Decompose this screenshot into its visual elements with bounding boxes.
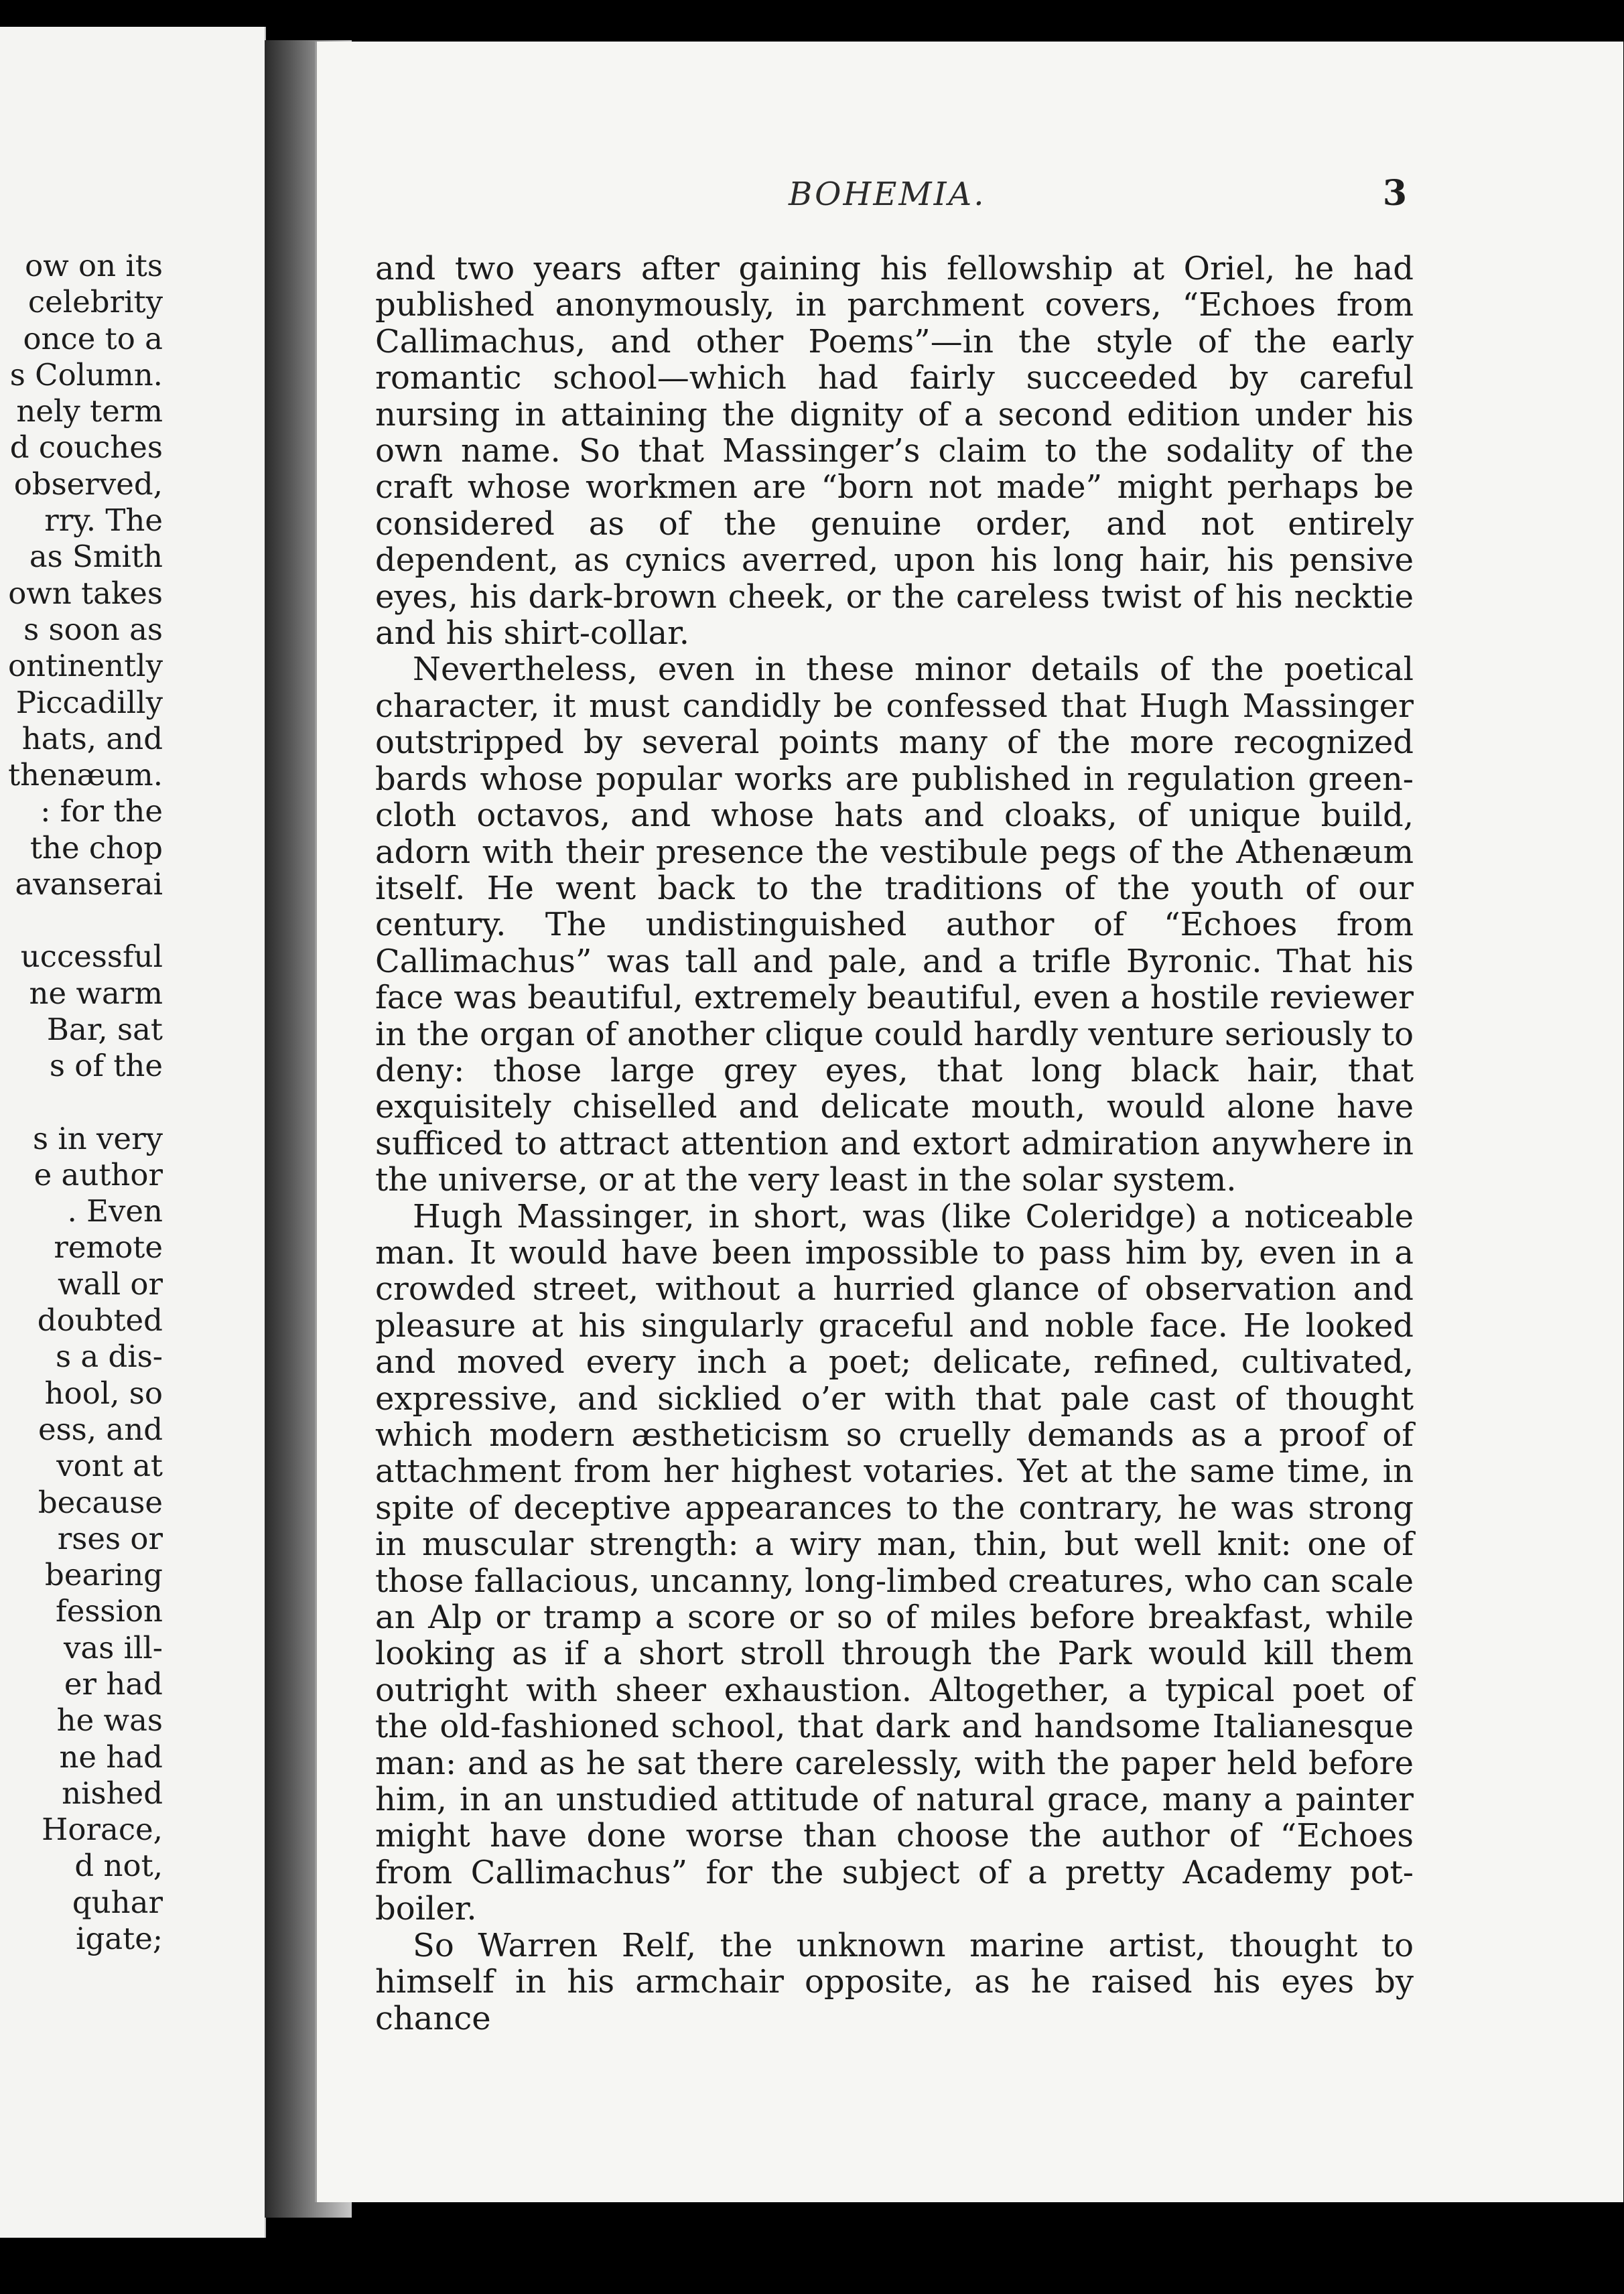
left-page-text	[0, 248, 163, 1957]
left-page-line: rry. The	[44, 502, 163, 539]
left-page-line: vont at	[56, 1448, 163, 1484]
left-page-line: . Even	[67, 1193, 163, 1229]
left-page-line: quhar	[72, 1884, 163, 1920]
left-page-line: remote	[54, 1229, 163, 1266]
left-page-line: he was	[56, 1702, 163, 1739]
left-page-line: Bar, sat	[46, 1011, 163, 1047]
page-header	[348, 173, 1407, 222]
left-page-line: d not,	[74, 1848, 163, 1884]
left-page-line: vas ill-	[63, 1629, 163, 1666]
left-page-line: as Smith	[29, 539, 163, 575]
left-page-line: ess, and	[38, 1411, 163, 1447]
left-page-line: Piccadilly	[15, 684, 163, 720]
left-page-line: the chop	[29, 829, 163, 866]
left-page-line: uccessful	[20, 939, 163, 975]
left-page-line: thenæum.	[8, 757, 163, 793]
paragraph-1: and two years after gaining his fellowship at Oriel, he had published anonymously, in parchment covers, “Echoes from Callimachus, and other Poems”—in the style of the early romantic school—which had fairly succeeded by careful nursing in attaining the dignity of a second edition under his own name. So that Massinger’s claim to the sodality of the craft whose workmen are “born not made” might perhaps be considered as of the genuine order, and not entirely dependent, as cynics averred, upon his long hair, his pensive eyes, his dark-brown cheek, or the careless twist of his necktie and his shirt-collar.	[375, 250, 1414, 653]
running-title: BOHEMIA.	[789, 176, 986, 213]
left-page-line	[0, 902, 163, 939]
left-page-line: ne warm	[29, 975, 163, 1011]
left-page-line: own takes	[8, 575, 163, 611]
left-page-line: once to a	[23, 320, 163, 356]
left-page-line: s soon as	[23, 611, 163, 647]
left-page-line: s in very	[32, 1120, 163, 1156]
paragraph-4: So Warren Relf, the unknown marine artist, thought to himself in his armchair opposite, as he raised his eyes by chance	[375, 1926, 1414, 2037]
left-page-line: s a dis-	[55, 1339, 163, 1375]
left-page-line: ow on its	[25, 248, 163, 283]
left-page-line: ontinently	[7, 648, 163, 684]
left-page-line: observed,	[13, 466, 163, 502]
left-page-line: s of the	[49, 1048, 163, 1084]
left-page-line: nely term	[16, 393, 163, 429]
left-page-line: doubted	[37, 1302, 163, 1339]
left-page-line: nished	[62, 1775, 163, 1811]
left-page-line: wall or	[57, 1266, 163, 1302]
left-facing-page	[0, 27, 266, 2238]
left-page-line: hats, and	[21, 720, 163, 756]
left-page-line: rses or	[57, 1520, 163, 1556]
left-page-line: bearing	[45, 1557, 163, 1593]
paragraph-3: Hugh Massinger, in short, was (like Coleridge) a noticeable man. It would have been impossible to pass him by, even in a crowded street, without a hurried glance of observation and pleasure at his singularly graceful and noble face. He looked and moved every inch a poet; delicate, refined, cultivated, expressive, and sicklied o’er with that pale cast of thought which modern æstheticism so cruelly demands as a proof of attachment from her highest votaries. Yet at the same time, in spite of deceptive appearances to the contrary, he was strong in muscular strength: a wiry man, thin, but well knit: one of those fallacious, uncanny, long-limbed creatures, who can scale an Alp or tramp a score or so of miles before breakfast, while looking as if a short stroll through the Park would kill them outright with sheer exhaustion. Altogether, a typical poet of the old-fashioned school, that dark and handsome Italianesque man: and as he sat there carelessly, with the paper held before him, in an unstudied attitude of natural grace, many a painter might have done worse than choose the author of “Echoes from Callimachus” for the subject of a pretty Academy pot-boiler.	[375, 1197, 1414, 1928]
paragraph-2: Nevertheless, even in these minor details of the poetical character, it must candidly be confessed that Hugh Massinger outstripped by several points many of the more recognized bards whose popular works are published in regulation green-cloth octavos, and whose hats and cloaks, of unique build, adorn with their presence the vestibule pegs of the Athenæum itself. He went back to the traditions of the youth of our century. The undistinguished author of “Echoes from Callimachus” was tall and pale, and a trifle Byronic. That his face was beautiful, extremely beautiful, even a hostile reviewer in the organ of another clique could hardly venture seriously to deny: those large grey eyes, that long black hair, that exquisitely chiselled and delicate mouth, would alone have sufficed to attract attention and extort admiration anywhere in the universe, or at the very least in the solar system.	[375, 651, 1414, 1199]
body-text	[375, 251, 1414, 2037]
left-page-line: d couches	[9, 429, 163, 466]
left-page-line: avanserai	[15, 866, 163, 902]
left-page-line: e author	[33, 1156, 163, 1193]
left-page-line: Horace,	[42, 1812, 163, 1848]
page-number: 3	[1382, 173, 1407, 214]
left-page-line	[0, 1085, 163, 1121]
left-page-line: because	[38, 1484, 163, 1520]
left-page-line: s Column.	[9, 356, 163, 393]
left-page-line: hool, so	[44, 1375, 163, 1411]
left-page-line: er had	[64, 1666, 163, 1702]
left-page-line: celebrity	[27, 284, 163, 320]
left-page-line: : for the	[40, 793, 163, 829]
left-page-line: fession	[56, 1593, 163, 1629]
left-page-line: ne had	[59, 1739, 163, 1775]
left-page-line: igate;	[76, 1921, 163, 1957]
